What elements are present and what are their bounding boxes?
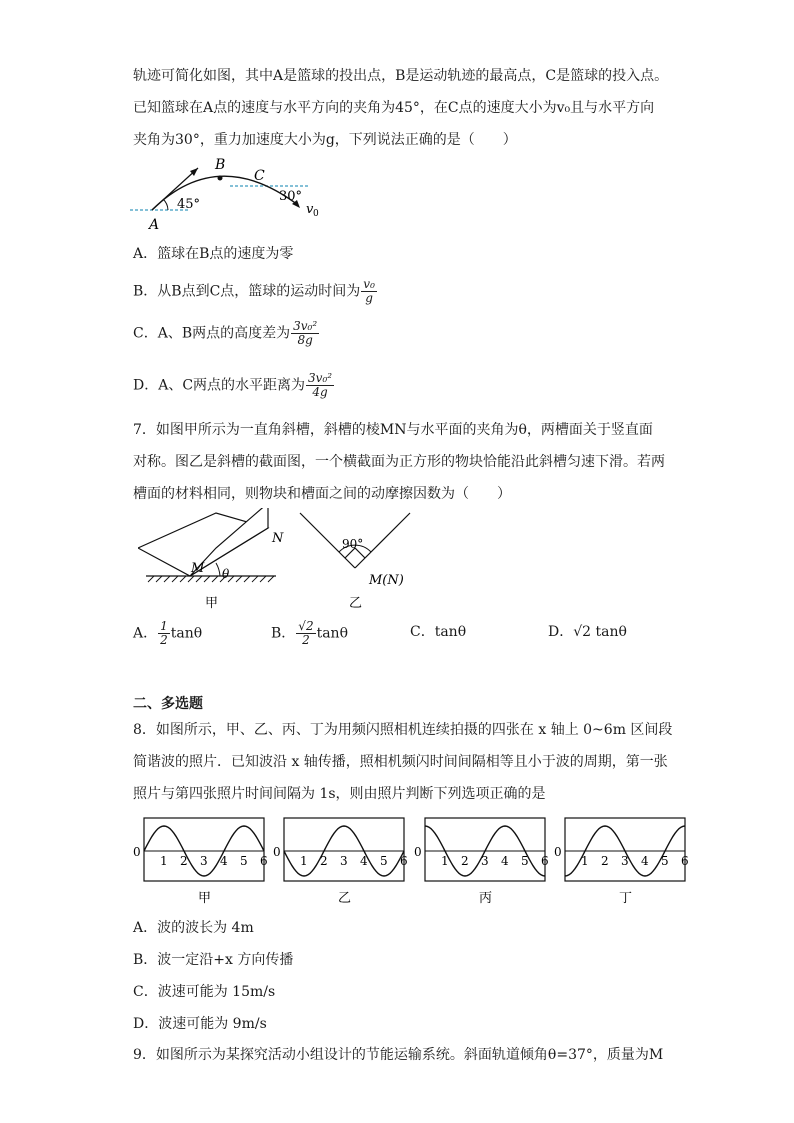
groove-figure-yi: [295, 508, 425, 613]
q8-option-a: A．波的波长为 4m: [133, 920, 254, 936]
tick-label: 5: [661, 854, 669, 868]
groove-figure-jia: [138, 508, 298, 613]
q7-option-b-fraction: [296, 620, 315, 647]
q7-option-d: D．√2 tanθ: [548, 624, 627, 640]
caption-yi: 乙: [349, 596, 363, 611]
caption-jia: 甲: [205, 596, 219, 611]
q6-option-d: [133, 372, 335, 399]
tick-label: 2: [180, 854, 188, 868]
q6-option-d-num: 3v₀²: [308, 371, 333, 385]
tick-label: 3: [481, 854, 489, 868]
q7-option-a-label: A．: [133, 625, 158, 642]
tick-label: 5: [521, 854, 529, 868]
tick-label: 1: [441, 854, 449, 868]
tick-label: 1: [160, 854, 168, 868]
q6-line-1: 轨迹可简化如图，其中A是篮球的投出点，B是运动轨迹的最高点，C是篮球的投入点。: [133, 68, 669, 84]
q7-line-3: 槽面的材料相同，则物块和槽面之间的动摩擦因数为（ ）: [133, 486, 511, 502]
q6-option-b-den: g: [365, 291, 373, 305]
q7-option-b-text: tanθ: [316, 625, 348, 642]
tick-label: 1: [300, 854, 308, 868]
tick-label: 3: [621, 854, 629, 868]
angle-30-label: 30°: [279, 189, 303, 204]
q7-option-a-text: tanθ: [170, 625, 203, 642]
q6-option-b: [133, 278, 378, 305]
q6-option-d-fraction: [306, 372, 334, 399]
q6-option-c: [133, 320, 320, 347]
panel-caption: 乙: [338, 891, 352, 906]
panel-caption: 丙: [479, 891, 493, 906]
panel-caption: 甲: [198, 891, 212, 906]
origin-label: 0: [554, 845, 562, 859]
label-n: N: [272, 531, 284, 546]
label-b: B: [215, 157, 226, 173]
q8-option-d: D．波速可能为 9m/s: [133, 1016, 267, 1032]
q6-option-a: A．篮球在B点的速度为零: [133, 246, 294, 262]
trajectory-curve: [152, 176, 298, 210]
origin-label: 0: [414, 845, 422, 859]
q8-line-3: 照片与第四张照片时间间隔为 1s，则由照片判断下列选项正确的是: [133, 786, 546, 802]
label-c: C: [254, 168, 265, 184]
q7-option-b-label: B．: [271, 625, 296, 642]
tick-label: 5: [380, 854, 388, 868]
q7-line-2: 对称。图乙是斜槽的截面图，一个横截面为正方形的物块恰能沿此斜槽匀速下滑。若两: [133, 454, 665, 470]
q7-option-c: C．tanθ: [410, 624, 467, 640]
tick-label: 5: [240, 854, 248, 868]
wave-panel: [270, 812, 410, 907]
ground-hatching: [148, 576, 274, 582]
q8-option-c: C．波速可能为 15m/s: [133, 984, 276, 1000]
tick-label: 3: [340, 854, 348, 868]
q7-option-a-den: 2: [160, 633, 168, 647]
wave-panel: [411, 812, 551, 907]
q7-option-a-fraction: [158, 620, 170, 647]
tick-label: 2: [320, 854, 328, 868]
tick-label: 2: [601, 854, 609, 868]
q6-option-b-text: B．从B点到C点，篮球的运动时间为: [133, 283, 361, 300]
tick-label: 4: [501, 854, 509, 868]
q6-option-c-num: 3v₀²: [293, 319, 318, 333]
q8-line-1: 8．如图所示，甲、乙、丙、丁为用频闪照相机连续拍摄的四张在 x 轴上 0~6m 区间段: [133, 722, 673, 738]
q7-option-a: [133, 620, 202, 647]
point-b: [218, 176, 223, 181]
label-theta: θ: [222, 567, 230, 581]
angle-45-label: 45°: [177, 197, 201, 212]
q6-option-b-fraction: [361, 278, 377, 305]
theta-arc: [216, 563, 220, 576]
label-v0: v: [306, 202, 314, 217]
q7-option-b: [271, 620, 348, 647]
panel-caption: 丁: [619, 891, 633, 906]
q6-option-c-text: C．A、B两点的高度差为: [133, 325, 291, 342]
tick-label: 6: [260, 854, 268, 868]
panel-frame: [284, 818, 404, 881]
label-v0-sub: 0: [313, 209, 319, 219]
tick-label: 2: [461, 854, 469, 868]
tick-label: 6: [541, 854, 549, 868]
q6-option-d-den: 4g: [312, 385, 328, 399]
tick-label: 4: [220, 854, 228, 868]
angle-90-label: 90°: [342, 537, 364, 551]
q6-option-c-fraction: [291, 320, 319, 347]
origin-label: 0: [273, 845, 281, 859]
q6-option-c-den: 8g: [297, 333, 313, 347]
tick-label: 4: [360, 854, 368, 868]
wave-panel: [551, 812, 691, 907]
label-a: A: [149, 217, 160, 233]
trajectory-figure: [130, 155, 330, 235]
q8-line-2: 简谐波的照片．已知波沿 x 轴传播，照相机频闪时间间隔相等且小于波的周期，第一张: [133, 754, 668, 770]
panel-frame: [144, 818, 264, 881]
origin-label: 0: [133, 845, 141, 859]
q7-line-1: 7．如图甲所示为一直角斜槽，斜槽的棱MN与水平面的夹角为θ，两槽面关于竖直面: [133, 422, 653, 438]
tick-label: 3: [200, 854, 208, 868]
label-m: M: [191, 561, 205, 576]
label-mn: M(N): [369, 573, 404, 588]
q9-line-1: 9．如图所示为某探究活动小组设计的节能运输系统。斜面轨道倾角θ=37°，质量为M: [133, 1047, 664, 1063]
q7-option-a-num: 1: [160, 619, 168, 633]
section-title: 二、多选题: [133, 696, 203, 712]
tick-label: 1: [581, 854, 589, 868]
q6-option-d-text: D．A、C两点的水平距离为: [133, 377, 306, 394]
tick-label: 6: [400, 854, 408, 868]
tick-label: 6: [681, 854, 689, 868]
angle-arc-a: [163, 199, 168, 210]
wave-panel: [130, 812, 270, 907]
tick-label: 4: [641, 854, 649, 868]
q6-line-2: 已知篮球在A点的速度与水平方向的夹角为45°，在C点的速度大小为v₀且与水平方向: [133, 100, 655, 116]
q7-option-b-den: 2: [302, 633, 310, 647]
q6-option-b-num: v₀: [363, 277, 375, 291]
q8-option-b: B．波一定沿+x 方向传播: [133, 952, 294, 968]
q6-line-3: 夹角为30°，重力加速度大小为g，下列说法正确的是（ ）: [133, 132, 517, 148]
q7-option-b-num: √2: [298, 619, 314, 633]
